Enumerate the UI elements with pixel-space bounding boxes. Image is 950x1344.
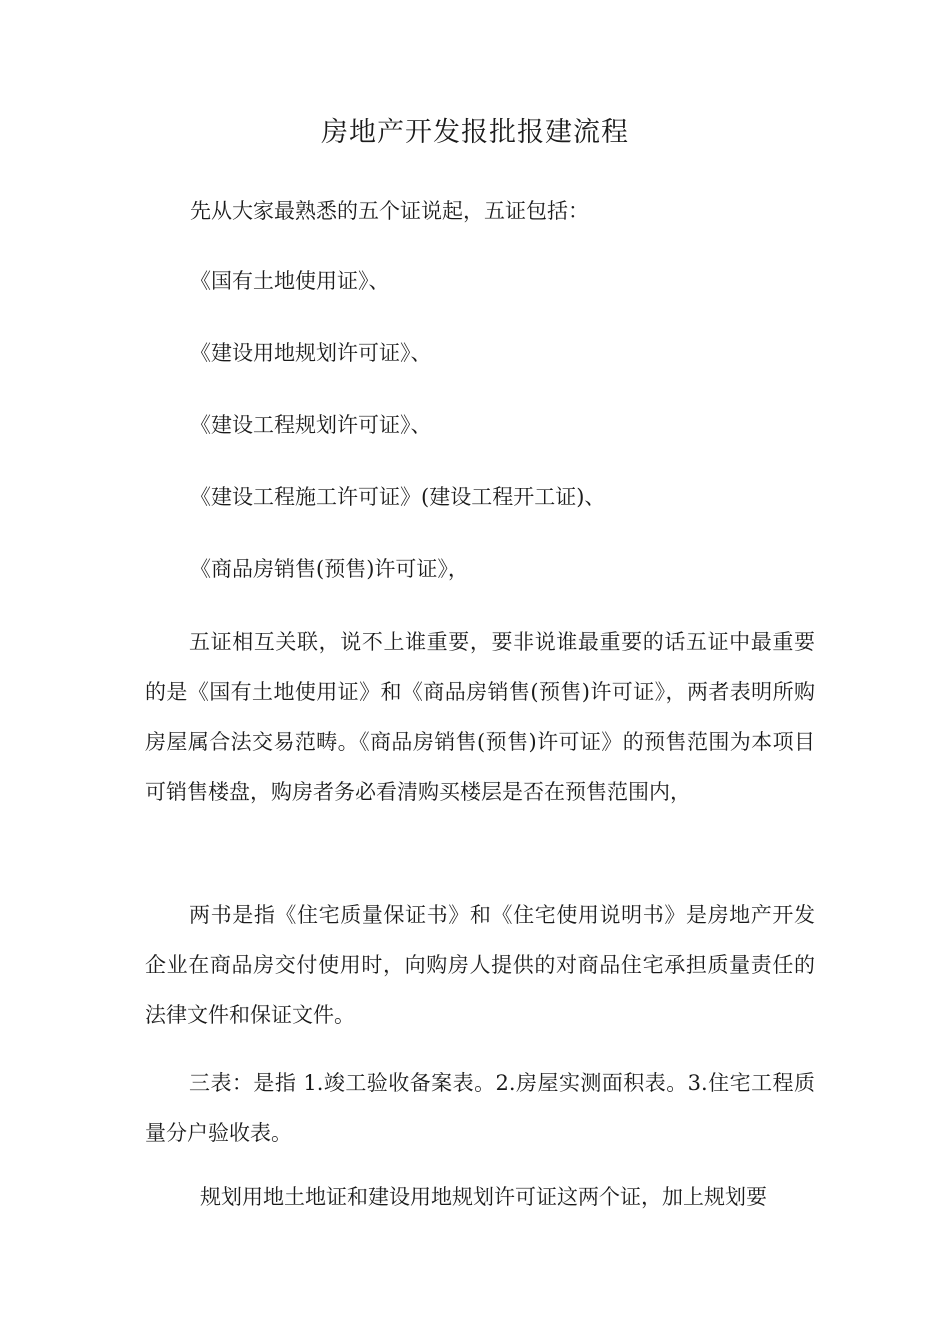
paragraph-two-books: 两书是指《住宅质量保证书》和《住宅使用说明书》是房地产开发企业在商品房交付使用时，向购房人提供的对商品住宅承担质量责任的法律文件和保证文件。 [145, 903, 815, 1027]
certificate-item-4: 《建设工程施工许可证》(建设工程开工证)、 [190, 485, 606, 509]
intro-line: 先从大家最熟悉的五个证说起，五证包括： [190, 199, 589, 223]
paragraph-three-tables: 三表：是指 1.竣工验收备案表。2.房屋实测面积表。3.住宅工程质量分户验收表。 [145, 1071, 815, 1145]
paragraph-planning: 规划用地土地证和建设用地规划许可证这两个证，加上规划要 [200, 1185, 767, 1209]
certificate-item-5: 《商品房销售(预售)许可证》， [190, 557, 469, 581]
certificate-item-2: 《建设用地规划许可证》、 [190, 341, 432, 365]
certificate-item-3: 《建设工程规划许可证》、 [190, 413, 432, 437]
certificate-item-1: 《国有土地使用证》、 [190, 269, 390, 293]
document-title: 房地产开发报批报建流程 [321, 117, 629, 148]
paragraph-five-certificates: 五证相互关联，说不上谁重要，要非说谁最重要的话五证中最重要的是《国有土地使用证》和《商品房销售(预售)许可证》，两者表明所购房屋属合法交易范畴。《商品房销售(预售)许可证》的预售范围为本项目可销售楼盘，购房者务必看清购买楼层是否在预售范围内， [145, 630, 815, 804]
